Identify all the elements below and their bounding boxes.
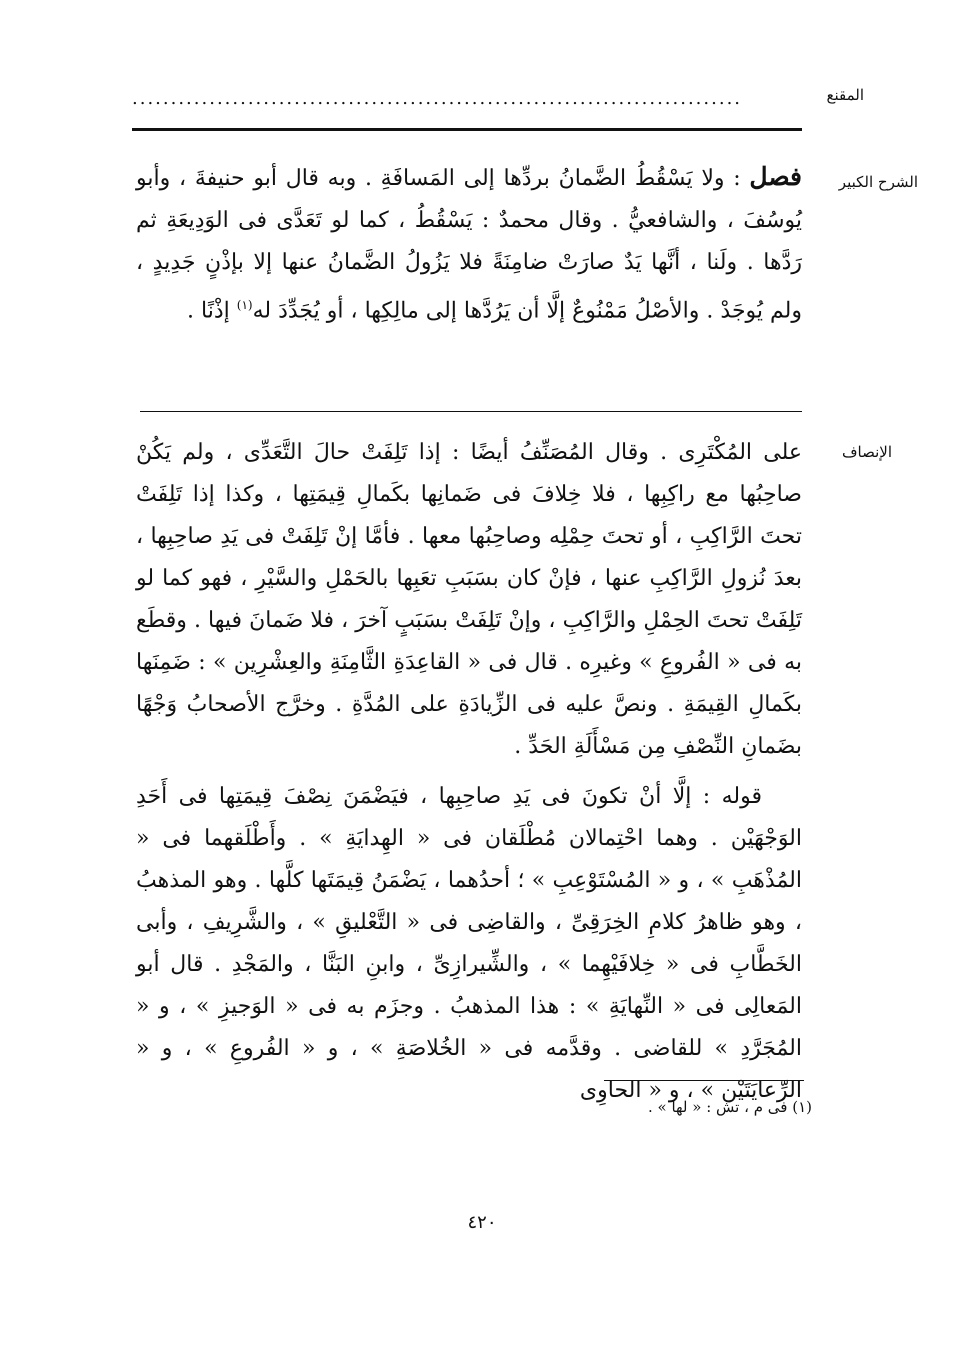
book-title: المقنع — [826, 86, 864, 104]
footnote-marker: (١) — [236, 298, 253, 312]
footnote: (١) فى م ، تش : « لها » . — [647, 1098, 812, 1116]
insaf-paragraph-2: قوله : إلَّا أنْ تكونَ فى يَدِ صاحِبِها ، فيَضْمَنَ نِصْفَ قِيمَتِها فى أَحَدِ الوَجْهَيْن . وهما احْتِمالان مُطْلَقان فى « الهِدايَةِ » . وأَطْلَقهما فى « المُذْهَبِ » ، و « المُسْتَوْعِبِ » ؛ أحدُهما ، يَضْمَنُ قِيمَتَها كلَّها . وهو المذهبُ ، وهو ظاهرُ كلامِ الخِرَقِىِّ ، والقاضِى فى « التَّعْليقِ » ، والشَّرِيفِ ، وأبى الخَطَّابِ فى « خِلافَيْهِما » ، والشِّيرازِىِّ ، وابنِ البَنَّا ، والمَجْدِ . قال أبو المَعالِى فى « النِّهايَةِ » : هذا المذهبُ . وجزَم به فى « الوَجيزِ » ، و « المُجَرَّدِ » للقاضى . وقدَّمه فى « الخُلاصَةِ » ، و « الفُروعِ » ، و « الرِّعايَتَيْن » ، و « الحاوِى — [136, 784, 802, 1103]
section-label-sharh: الشرح الكبير — [838, 173, 918, 191]
sharh-paragraph — [136, 156, 802, 332]
insaf-text-block — [136, 432, 802, 1112]
sharh-text-end: إذْنًا . — [187, 298, 237, 324]
section-label-insaf: الإنصاف — [841, 443, 892, 461]
sharh-text-block — [136, 156, 802, 332]
header-dotted-line: ............................................................................... — [132, 88, 743, 109]
page-number: ٤٢٠ — [467, 1212, 497, 1233]
header-rule — [132, 128, 802, 131]
sharh-text: : ولا يَسْقُطُ الضَّمانُ بردِّها إلى المَسافَةِ . وبه قال أبو حنيفةَ ، وأبو يُوسُفَ ، والشافعيُّ . وقال محمدٌ : يَسْقُطُ ، كما لو تَعَدَّى فى الوَدِيعَةِ ثم رَدَّها . ولَنا ، أنَّها يَدٌ صارَتْ ضامِنَةً فلا يَزُولُ الضَّمانُ عنها إلا بإذْنٍ جَدِيدٍ ، ولم يُوجَدْ . والأصْلُ مَمْنُوعٌ إلَّا أن يَرُدَّها إلى مالِكِها ، أو يُجَدِّدَ له — [136, 166, 802, 324]
insaf-paragraph-1: على المُكْتَرِى . وقال المُصَنِّفُ أيضًا : إذا تَلِفَتْ حالَ التَّعَدِّى ، ولم يَكُنْ صاحِبُها مع راكِبِها ، فلا خِلافَ فى ضَمانِها بكَمالِ قِيمَتِها ، وكذا إذا تَلِفَتْ تحتَ الرَّاكِبِ ، أو تحتَ حِمْلِه وصاحِبُها معها . فأمَّا إنْ تَلِفَتْ فى يَدِ صاحِبِها ، بعدَ نُزولِ الرَّاكِبِ عنها ، فإنْ كان بسَبَبِ تعَبِها بالحَمْلِ والسَّيْرِ ، فهو كما لو تَلِفَتْ تحتَ الحِمْلِ والرَّاكِبِ ، وإنْ تَلِفَتْ بسَبَبٍ آخرَ ، فلا ضَمانَ فيها . وقطَع به فى « الفُروعِ » وغيرِه . قال فى « القاعِدَةِ الثَّامِنَةِ والعِشْرِين » : ضَمِنَها بكَمالِ القِيمَةِ . ونصَّ عليه فى الزِّيادَةِ على المُدَّةِ . وخرَّج الأصحابُ وَجْهًا بضَمانِ النِّصْفِ مِن مَسْأَلَةِ الحَدِّ . — [136, 440, 802, 759]
fasl-heading: فصل — [749, 162, 802, 191]
footnote-rule — [604, 1080, 804, 1081]
section-divider — [140, 411, 802, 412]
